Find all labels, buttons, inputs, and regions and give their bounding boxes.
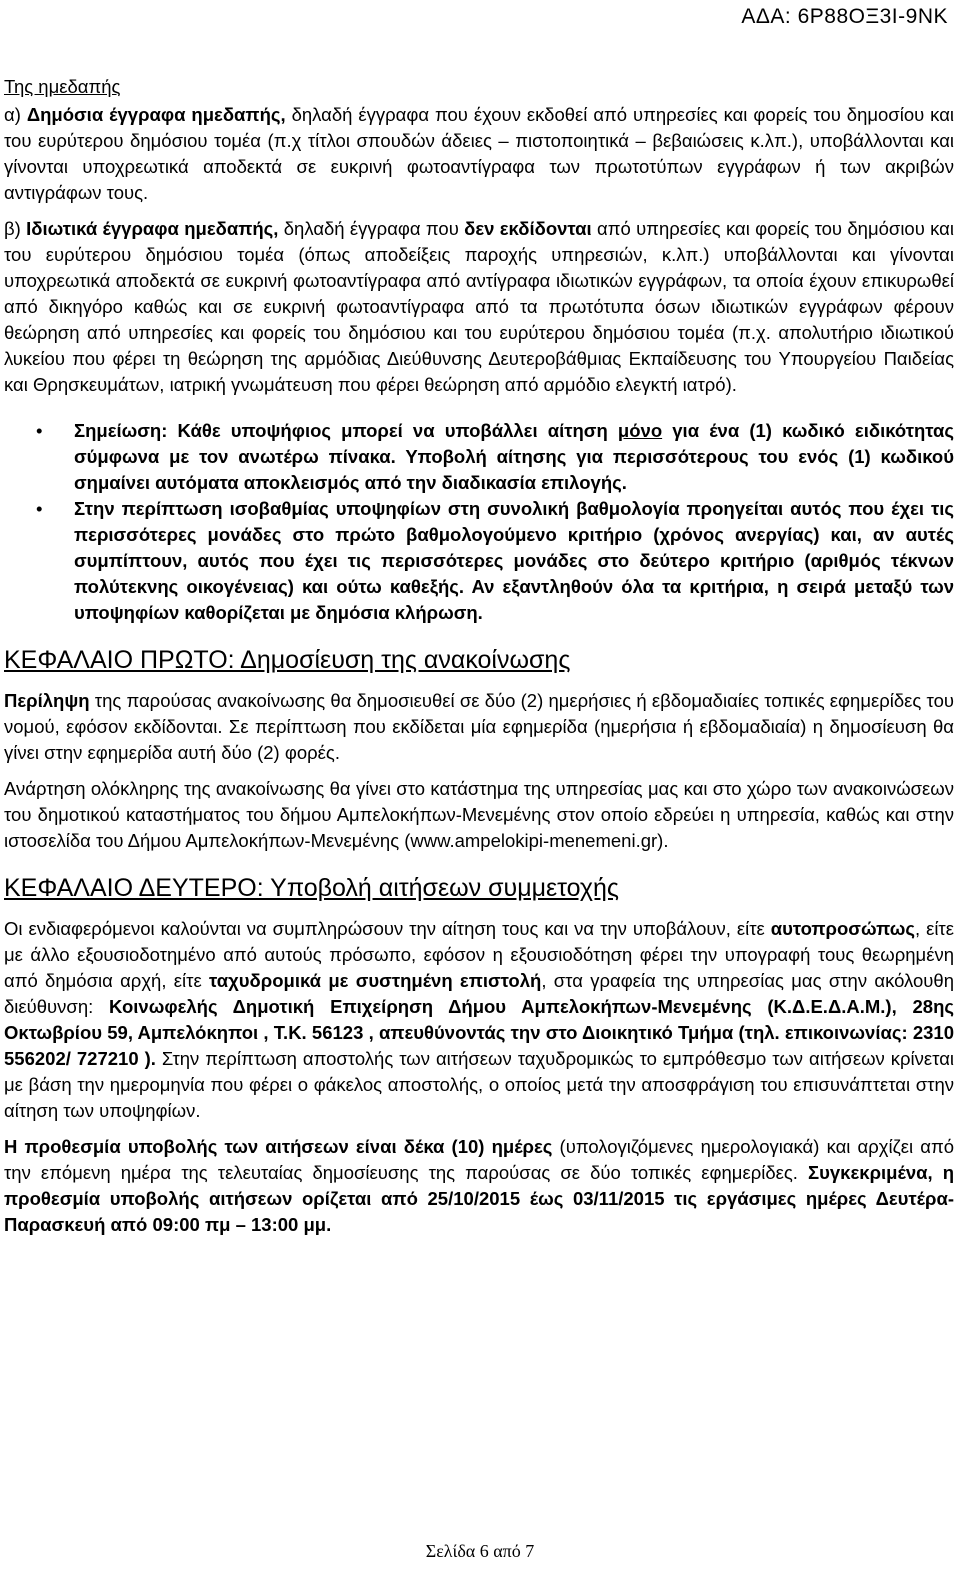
text-run: Στην περίπτωση αποστολής των αιτήσεων ταχυδρομικώς το εμπρόθεσμο των αιτήσεων κρίνεται με βάση την ημερομηνία που φέρει ο φάκελος αποστολής, ο οποίος μετά την αποσφράγιση του επισυνάπτεται στην αίτηση των υποψηφίων. xyxy=(4,1048,955,1121)
domestic-para-a xyxy=(4,102,954,206)
text-run: , στα γραφεία της υπηρεσίας μας στην ακόλουθη διεύθυνση: xyxy=(4,970,954,1017)
text-run: Οι ενδιαφερόμενοι καλούνται να συμπληρώσουν την αίτηση τους και να την υποβάλουν, είτε xyxy=(4,918,771,939)
page-content xyxy=(4,74,954,1238)
chapter-two-title: ΚΕΦΑΛΑΙΟ ΔΕΥΤΕΡΟ: Υποβολή αιτήσεων συμμετοχής xyxy=(4,874,619,902)
text-run: Ιδιωτικά έγγραφα ημεδαπής, xyxy=(26,218,279,239)
bullet-icon: • xyxy=(36,420,43,441)
text-run: Δημόσια έγγραφα ημεδαπής, xyxy=(26,104,286,125)
text-run: β) xyxy=(4,218,27,239)
chapter-one-para-1 xyxy=(4,688,954,766)
text-run: Συγκεκριμένα, η προθεσμία υποβολής αιτήσεων ορίζεται από 25/10/2015 έως 03/11/2015 τις εργάσιμες ημέρες Δευτέρα-Παρασκευή από 09:00 πμ – 13:00 μμ. xyxy=(4,1162,954,1235)
note-single-code xyxy=(4,418,954,496)
text-run: δεν εκδίδονται xyxy=(464,218,592,239)
text-run: (υπολογιζόμενες ημερολογιακά) και αρχίζει από την επόμενη ημέρα της τελευταίας δημοσίευσης της παρούσας σε δύο τοπικές εφημερίδες. xyxy=(4,1136,954,1183)
chapter-one-para-2: Ανάρτηση ολόκληρης της ανακοίνωσης θα γίνει στο κατάστημα της υπηρεσίας μας και στο χώρο των ανακοινώσεων του δημοτικού καταστήματος του δήμου Αμπελοκήπων-Μενεμένης στον οποίο εδρεύει η υπηρεσία, καθώς και στην ιστοσελίδα του Δήμου Αμπελοκήπων-Μενεμένης (www.ampelokipi-menemeni.gr). xyxy=(4,778,954,851)
text-run: Η προθεσμία υποβολής των αιτήσεων είναι δέκα (10) ημέρες xyxy=(4,1136,553,1157)
text-run: α) xyxy=(4,104,27,125)
text-run: δηλαδή έγγραφα που xyxy=(278,218,465,239)
domestic-heading: Της ημεδαπής xyxy=(4,76,121,97)
text-run: Σημείωση: Κάθε υποψήφιος μπορεί να υποβάλλει αίτηση xyxy=(74,420,618,441)
text-run: αυτοπροσώπως xyxy=(770,918,915,939)
ada-code: ΑΔΑ: 6Ρ88ΟΞ3Ι-9ΝΚ xyxy=(741,5,948,28)
text-run: Κοινωφελής Δημοτική Επιχείρηση Δήμου Αμπελοκήπων-Μενεμένης (Κ.Δ.Ε.Δ.Α.Μ.), 28ης Οκτωβρίου 59, Αμπελόκηποι , Τ.Κ. 56123 , απευθύνοντάς την στο Διοικητικό Τμήμα (τηλ. επικοινωνίας: 2310 556202/ 727210 ). xyxy=(4,996,954,1069)
note-single-code-text xyxy=(74,420,954,493)
note-tie-break xyxy=(4,496,954,626)
text-run: μόνο xyxy=(617,420,663,441)
chapter-two-para-2 xyxy=(4,1134,954,1238)
text-run: , είτε με άλλο εξουσιοδοτημένο από αυτούς πρόσωπο, εφόσον η εξουσιοδότηση φέρει την υπογραφή τους θεωρημένη από δημόσια αρχή, είτε xyxy=(4,918,954,991)
text-run: Περίληψη xyxy=(4,690,90,711)
text-run: δηλαδή έγγραφα που έχουν εκδοθεί από υπηρεσίες και φορείς του δημοσίου και του ευρύτερου δημόσιου τομέα (π.χ τίτλοι σπουδών άδειες – πιστοποιητικά – βεβαιώσεις κ.λπ.), υποβάλλονται και γίνονται υποχρεωτικά αποδεκτά σε ευκρινή φωτοαντίγραφα των πρωτοτύπων εγγράφων ή των ακριβών αντιγράφων τους. xyxy=(4,104,955,203)
bullet-icon: • xyxy=(36,498,43,519)
text-run: για ένα (1) κωδικό ειδικότητας σύμφωνα με τον ανωτέρω πίνακα. Υποβολή αίτησης για περισσότερους του ενός (1) κωδικού σημαίνει αυτόματα αποκλεισμός από την διαδικασία επιλογής. xyxy=(74,420,954,493)
text-run: από υπηρεσίες και φορείς του δημόσιου και του ευρύτερου δημόσιου τομέα (όπως αποδείξεις παροχής υπηρεσιών, κ.λπ.) υποβάλλονται και γίνονται υποχρεωτικά αποδεκτά σε ευκρινή φωτοαντίγραφα από αντίγραφα ιδιωτικών εγγράφων, τα οποία έχουν επικυρωθεί από δικηγόρο καθώς και σε ευκρινή φωτοαντίγραφα από τα πρωτότυπα όσων ιδιωτικών εγγράφων φέρουν θεώρηση από υπηρεσίες και φορείς του δημόσιου και του ευρύτερου δημόσιου τομέα (π.χ. απολυτήριο ιδιωτικού λυκείου που φέρει τη θεώρηση της αρμόδιας Διεύθυνσης Δευτεροβάθμιας Εκπαίδευσης του Υπουργείου Παιδείας και Θρησκευμάτων, ιατρική γνωμάτευση που φέρει θεώρηση από αρμόδιο ελεγκτή ιατρό). xyxy=(4,218,954,395)
page-number: Σελίδα 6 από 7 xyxy=(425,1541,535,1561)
text-run: της παρούσας ανακοίνωσης θα δημοσιευθεί σε δύο (2) ημερήσιες ή εβδομαδιαίες τοπικές εφημερίδες του νομού, εφόσον εκδίδονται. Σε περίπτωση που εκδίδεται μία εφημερίδα (ημερήσια ή εβδομαδιαία) η δημοσίευση θα γίνει στην εφημερίδα αυτή δύο (2) φορές. xyxy=(4,690,954,763)
chapter-one-title: ΚΕΦΑΛΑΙΟ ΠΡΩΤΟ: Δημοσίευση της ανακοίνωσης xyxy=(4,646,571,674)
text-run: ταχυδρομικά με συστημένη επιστολή xyxy=(209,970,542,991)
note-tie-break-text: Στην περίπτωση ισοβαθμίας υποψηφίων στη συνολική βαθμολογία προηγείται αυτός που έχει τις περισσότερες μονάδες στο πρώτο βαθμολογούμενο κριτήριο (χρόνος ανεργίας) και, αν αυτές συμπίπτουν, αυτός που έχει τις περισσότερες μονάδες στο δεύτερο κριτήριο (αριθμός τέκνων πολύτεκνης οικογένειας) και ούτω καθεξής. Αν εξαντληθούν όλα τα κριτήρια, η σειρά μεταξύ των υποψηφίων καθορίζεται με δημόσια κλήρωση. xyxy=(74,498,954,623)
chapter-two-para-1 xyxy=(4,916,954,1124)
notes-list xyxy=(4,418,954,626)
domestic-para-b xyxy=(4,216,954,398)
